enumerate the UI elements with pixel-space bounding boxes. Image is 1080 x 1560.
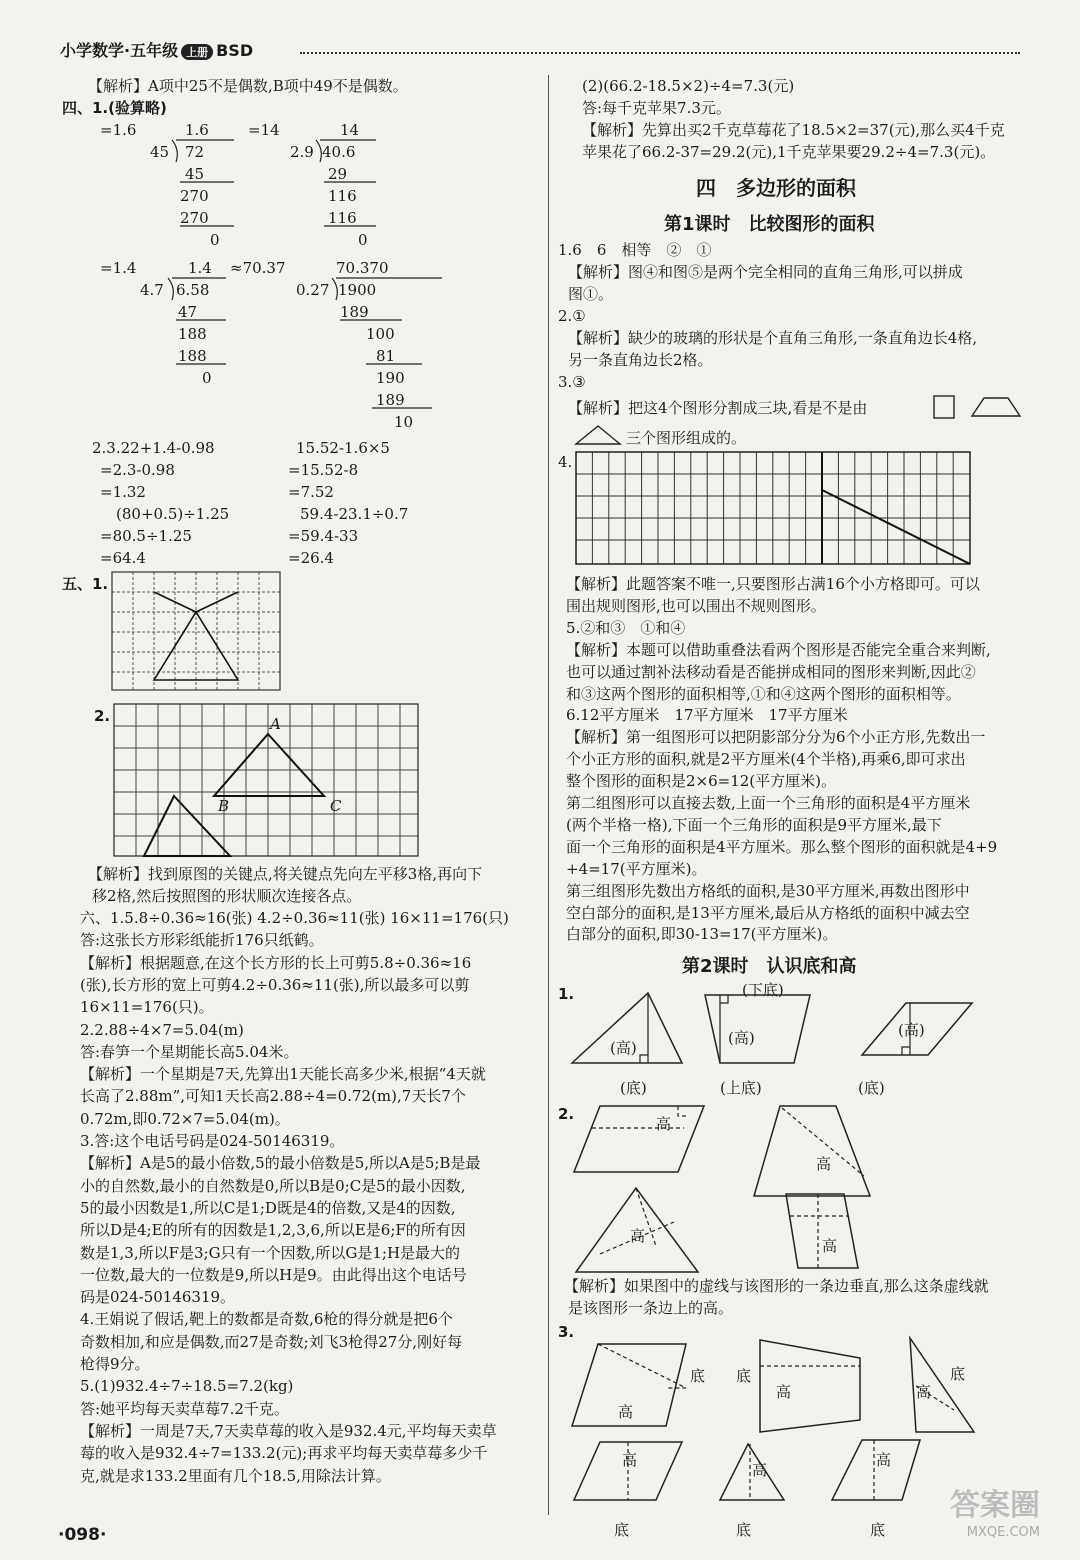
text-line: 59.4-23.1÷0.7 xyxy=(300,505,409,523)
text-line: 4.王娟说了假话,靶上的数都是奇数,6枪的得分就是把6个 xyxy=(80,1310,453,1329)
figure-label: (上底) xyxy=(720,1079,762,1097)
chapter-title: 四 多边形的面积 xyxy=(696,176,856,200)
point-label: C xyxy=(330,797,342,815)
text-line: 【解析】找到原图的关键点,将关键点先向左平移3格,再向下 xyxy=(88,865,483,883)
grid-figure-five-2 xyxy=(114,704,420,858)
text-line: 16×11=176(只)。 xyxy=(80,998,214,1017)
header-edition: BSD xyxy=(216,41,254,60)
figure-label: 高 xyxy=(822,1237,838,1255)
division-step: 116 xyxy=(328,209,357,227)
figure-label: 高 xyxy=(618,1403,634,1421)
text-line: 移2格,然后按照图的形状顺次连接各点。 xyxy=(92,887,362,905)
division-step: 189 xyxy=(376,391,405,409)
question-label: 2. xyxy=(94,707,111,725)
division-dividend: 72 xyxy=(185,143,205,161)
text-line: 第二组图形可以直接去数,上面一个三角形的面积是4平方厘米 xyxy=(566,794,971,812)
division-bracket xyxy=(316,140,396,260)
division-step: 47 xyxy=(178,303,198,321)
division-quotient: 1.4 xyxy=(188,259,212,277)
text-line: 【解析】A项中25不是偶数,B项中49不是偶数。 xyxy=(88,77,408,95)
division-quotient: 70.370 xyxy=(336,259,389,277)
division-dividend: 40.6 xyxy=(322,143,356,161)
text-line: 也可以通过割补法移动看是否能拼成相同的图形来判断,因此② xyxy=(566,662,976,681)
point-label: A xyxy=(270,715,281,733)
figure-label: (底) xyxy=(620,1079,647,1097)
figure-label: 高 xyxy=(816,1155,832,1173)
text-line: 是该图形一条边上的高。 xyxy=(568,1299,734,1317)
text-line: 【解析】本题可以借助重叠法看两个图形是否能完全重合来判断, xyxy=(566,640,991,659)
division-bracket xyxy=(168,278,248,398)
text-line: 三个图形组成的。 xyxy=(626,429,747,447)
shape-icons xyxy=(934,394,1044,422)
text-line: 和③这两个图形的面积相等,①和④这两个图形的面积相等。 xyxy=(566,684,961,703)
text-line: =26.4 xyxy=(288,549,334,567)
text-line: 5.②和③ ①和④ xyxy=(566,618,686,637)
division-step: 29 xyxy=(328,165,348,183)
division-answer: =1.4 xyxy=(100,259,137,277)
text-line: 面一个三角形的面积是4平方厘米。那么整个图形的面积就是4+9 xyxy=(566,837,998,856)
division-step: 0 xyxy=(210,231,220,249)
text-line: 围出规则图形,也可以围出不规则图形。 xyxy=(566,596,826,615)
figure-label: (高) xyxy=(898,1021,925,1039)
text-line: +4=17(平方厘米)。 xyxy=(566,859,707,878)
text-line: (2)(66.2-18.5×2)÷4=7.3(元) xyxy=(582,77,795,95)
text-line: 空白部分的面积,是13平方厘米,最后从方格纸的面积中减去空 xyxy=(566,903,970,922)
text-line: 另一条直角边长2格。 xyxy=(568,351,713,369)
text-line: =64.4 xyxy=(100,549,146,567)
text-line: 1.6 6 相等 ② ① xyxy=(558,241,712,259)
text-line: 5.(1)932.4÷7÷18.5=7.2(kg) xyxy=(80,1377,294,1396)
text-line: =59.4-33 xyxy=(288,527,359,545)
text-line: 六、1.5.8÷0.36≈16(张) 4.2÷0.36≈11(张) 16×11=176(只) xyxy=(80,909,509,927)
text-line: (张),长方形的宽上可剪4.2÷0.36≈11(张),所以最多可以剪 xyxy=(80,975,470,994)
figure-label: 底 xyxy=(614,1521,630,1539)
text-line: 小的自然数,最小的自然数是0,所以B是0;C是5的最小因数, xyxy=(80,1176,466,1195)
text-line: 答:每千克苹果7.3元。 xyxy=(582,99,731,117)
division-step: 0 xyxy=(358,231,368,249)
text-line: =1.32 xyxy=(100,483,146,501)
figure-label: 底 xyxy=(950,1365,966,1383)
lesson-title: 第1课时 比较图形的面积 xyxy=(664,214,875,235)
text-line: 【解析】先算出买2千克草莓花了18.5×2=37(元),那么买4千克 xyxy=(582,121,1005,139)
division-divisor: 45 xyxy=(150,143,170,161)
text-line: 答:这张长方形彩纸能折176只纸鹤。 xyxy=(80,931,324,950)
figure-bases-heights-2 xyxy=(574,1104,914,1304)
figure-bases-heights-1 xyxy=(570,985,1010,1085)
division-bracket xyxy=(332,278,452,438)
figure-label: 高 xyxy=(622,1451,638,1469)
text-line: 【解析】此题答案不唯一,只要图形占满16个小方格即可。可以 xyxy=(566,575,980,593)
division-quotient: 1.6 xyxy=(185,121,209,139)
column-divider xyxy=(548,75,549,1515)
text-line: (两个半格一格),下面一个三角形的面积是9平方厘米,最下 xyxy=(566,815,942,834)
division-divisor: 4.7 xyxy=(140,281,164,299)
triangle-icon xyxy=(574,424,624,448)
text-line: 答:她平均每天卖草莓7.2千克。 xyxy=(80,1399,289,1418)
figure-label: (高) xyxy=(728,1029,755,1047)
figure-label: 高 xyxy=(630,1227,646,1245)
division-step: 189 xyxy=(340,303,369,321)
figure-label: 底 xyxy=(870,1521,886,1539)
text-line: 奇数相加,和应是偶数,而27是奇数;刘飞3枪得27分,刚好每 xyxy=(80,1332,463,1351)
text-line: =80.5÷1.25 xyxy=(100,527,192,545)
header-rule xyxy=(300,52,1020,54)
division-bracket xyxy=(172,140,252,260)
division-step: 100 xyxy=(366,325,395,343)
question-label: 2. xyxy=(558,1105,575,1123)
text-line: 整个图形的面积是2×6=12(平方厘米)。 xyxy=(566,772,837,791)
question-label: 五、1. xyxy=(62,575,109,593)
text-line: 莓的收入是932.4÷7=133.2(元);再求平均每天卖草莓多少千 xyxy=(80,1444,488,1463)
division-answer: ≈70.37 xyxy=(230,259,286,277)
text-line: 【解析】一周是7天,7天卖草莓的收入是932.4元,平均每天卖草 xyxy=(80,1421,497,1440)
text-line: 个小正方形的面积,就是2平方厘米(4个半格),再乘6,即可求出 xyxy=(566,750,966,769)
division-answer: =14 xyxy=(248,121,280,139)
text-line: =2.3-0.98 xyxy=(100,461,175,479)
division-step: 81 xyxy=(376,347,396,365)
figure-label: 高 xyxy=(776,1383,792,1401)
figure-label: 底 xyxy=(736,1521,752,1539)
text-line: 【解析】A是5的最小倍数,5的最小倍数是5,所以A是5;B是最 xyxy=(80,1154,481,1173)
text-line: 【解析】如果图中的虚线与该图形的一条边垂直,那么这条虚线就 xyxy=(564,1277,989,1295)
text-line: 15.52-1.6×5 xyxy=(296,439,390,457)
text-line: 一位数,最大的一位数是9,所以H是9。由此得出这个电话号 xyxy=(80,1265,467,1284)
division-step: 190 xyxy=(376,369,405,387)
division-quotient: 14 xyxy=(340,121,360,139)
text-line: 2.3.22+1.4-0.98 xyxy=(92,439,215,457)
text-line: 图①。 xyxy=(568,285,614,303)
watermark-logo: 答案圈 xyxy=(950,1488,1040,1523)
text-line: 2.① xyxy=(558,307,586,325)
text-line: 所以D是4;E的所有的因数是1,2,3,6,所以E是6;F的所有因 xyxy=(80,1221,466,1240)
lesson-title: 第2课时 认识底和高 xyxy=(682,956,857,977)
header-title: 小学数学·五年级 xyxy=(60,41,179,60)
watermark-url: MXQE.COM xyxy=(966,1525,1040,1540)
figure-label: (下底) xyxy=(742,981,784,999)
text-line: 数是1,3,所以F是3;G只有一个因数,所以G是1;H是最大的 xyxy=(80,1243,461,1262)
figure-label: 底 xyxy=(690,1367,706,1385)
figure-label: 高 xyxy=(916,1383,932,1401)
text-line: 5的最小因数是1,所以C是1;D既是4的倍数,又是4的因数, xyxy=(80,1198,456,1217)
text-line: 码是024-50146319。 xyxy=(80,1288,236,1307)
grid-figure-five-1 xyxy=(112,572,282,692)
figure-label: 高 xyxy=(876,1451,892,1469)
text-line: 4. xyxy=(558,453,573,471)
figure-bases-heights-3 xyxy=(570,1336,990,1516)
figure-label: 高 xyxy=(752,1461,768,1479)
text-line: 3.③ xyxy=(558,373,586,391)
division-dividend: 6.58 xyxy=(176,281,210,299)
text-line: 【解析】第一组图形可以把阴影部分分为6个小正方形,先数出一 xyxy=(566,728,986,747)
text-line: 四、1.(验算略) xyxy=(62,99,167,117)
figure-label: 高 xyxy=(656,1115,672,1133)
division-dividend: 1900 xyxy=(338,281,377,299)
text-line: 6.12平方厘米 17平方厘米 17平方厘米 xyxy=(566,706,848,725)
question-label: 1. xyxy=(558,985,575,1003)
grid-figure-q4 xyxy=(576,452,972,566)
division-answer: =1.6 xyxy=(100,121,137,139)
division-divisor: 2.9 xyxy=(290,143,314,161)
division-step: 116 xyxy=(328,187,357,205)
text-line: =15.52-8 xyxy=(288,461,359,479)
division-step: 0 xyxy=(202,369,212,387)
text-line: 0.72m,即0.72×7=5.04(m)。 xyxy=(80,1109,290,1128)
question-label: 3. xyxy=(558,1323,575,1341)
text-line: 苹果花了66.2-37=29.2(元),1千克苹果要29.2÷4=7.3(元)。 xyxy=(582,143,996,161)
division-divisor: 0.27 xyxy=(296,281,330,299)
text-line: 答:春笋一个星期能长高5.04米。 xyxy=(80,1042,299,1061)
figure-label: (高) xyxy=(610,1039,637,1057)
page-number: ·098· xyxy=(58,1525,107,1545)
division-step: 270 xyxy=(180,209,209,227)
division-step: 45 xyxy=(185,165,205,183)
division-step: 10 xyxy=(394,413,414,431)
division-step: 188 xyxy=(178,325,207,343)
text-line: 枪得9分。 xyxy=(80,1355,150,1373)
text-line: 【解析】缺少的玻璃的形状是个直角三角形,一条直角边长4格, xyxy=(568,329,978,347)
figure-label: (底) xyxy=(858,1079,885,1097)
header-badge: 上册 xyxy=(181,44,213,60)
text-line: 【解析】把这4个图形分割成三块,看是不是由 xyxy=(568,399,868,417)
text-line: 【解析】图④和图⑤是两个完全相同的直角三角形,可以拼成 xyxy=(568,263,963,281)
text-line: 第三组图形先数出方格纸的面积,是30平方厘米,再数出图形中 xyxy=(566,881,970,900)
text-line: 3.答:这个电话号码是024-50146319。 xyxy=(80,1132,345,1150)
header xyxy=(60,38,253,61)
division-step: 188 xyxy=(178,347,207,365)
text-line: 克,就是求133.2里面有几个18.5,用除法计算。 xyxy=(80,1466,391,1485)
text-line: 2.2.88÷4×7=5.04(m) xyxy=(80,1020,244,1039)
text-line: (80+0.5)÷1.25 xyxy=(116,505,230,523)
text-line: 【解析】根据题意,在这个长方形的长上可剪5.8÷0.36≈16 xyxy=(80,953,472,972)
division-step: 270 xyxy=(180,187,209,205)
text-line: 白部分的面积,即30-13=17(平方厘米)。 xyxy=(566,925,838,944)
point-label: B xyxy=(218,797,230,815)
text-line: 长高了2.88m”,可知1天长高2.88÷4=0.72(m),7天长7个 xyxy=(80,1087,466,1106)
text-line: =7.52 xyxy=(288,483,334,501)
figure-label: 底 xyxy=(736,1367,752,1385)
text-line: 【解析】一个星期是7天,先算出1天能长高多少米,根据“4天就 xyxy=(80,1065,486,1084)
